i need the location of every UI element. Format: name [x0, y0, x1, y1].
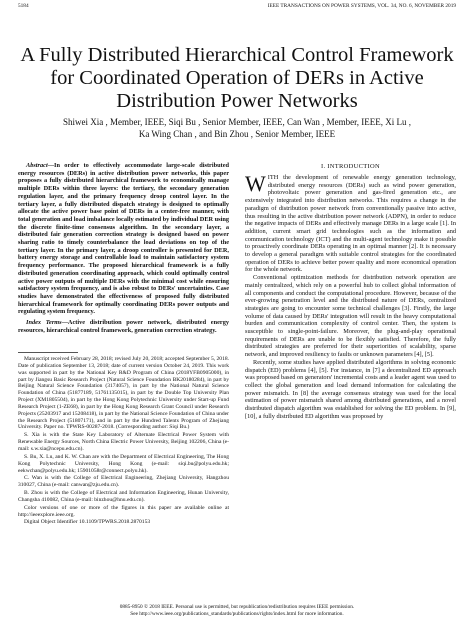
introduction: [245, 174, 456, 421]
abstract-text: —In order to effectively accommodate large-scale distributed energy resources (DERs) in active distribution power networks, this paper proposes a fully distributed hierarchical framework to economically manage multiple DERs within three layers: the tertiary, the secondary generation regulation layer, and the primary frequency droop control layer. In the tertiary layer, a fully distributed dispatch strategy is designed to optimally allocate the active power base point of DERs in a center-free manner, with total generation and load imbalance locally estimated by individual DER using the discrete finite-time consensus algorithm. In the secondary layer, a distributed fair generation correction strategy is designed based on power sharing ratio to timely counterbalance the load deviations on top of the tertiary layer. In the primary layer, a droop controller is presented for DER, battery energy storage and controllable load to maintain satisfactory system frequency performance. The proposed hierarchical framework is a fully distributed generation coordinating approach, which could optimally control active power outputs of multiple DERs with the minimal cost while ensuring satisfactory system frequency, and is also robust to DERs' uncertainties. Case studies have demonstrated the effectiveness of proposed fully distributed hierarchical framework for optimally coordinating DERs power outputs and regulating system frequency.: [18, 162, 229, 316]
paper-title: A Fully Distributed Hierarchical Control Framework for Coordinated Operation of DERs in Active Distribution Power Networks: [20, 44, 454, 112]
footnote-color: Color versions of one or more of the figures in this paper are available online at http://ieeexplore.ieee.org.: [18, 504, 229, 518]
abstract: [18, 162, 229, 316]
abstract-block: [18, 162, 229, 337]
index-terms: [18, 319, 229, 334]
intro-paragraph-1: [245, 174, 456, 274]
footnote-bu-lu-chan: S. Bu, X. Lu, and K. W. Chan are with the Department of Electrical Engineering, The Hong Kong Polytechnic University, Hong Kong (e-mail: siqi.bu@polyu.edu.hk; eekwchan@polyu.edu.hk; 15901058r@connect.polyu.hk).: [18, 453, 229, 474]
running-header: [18, 3, 456, 13]
intro-paragraph-1-text: ITH the development of renewable energy generation technology, distributed energy resources (DERs) such as wind power generation, photovoltaic power generation and gas-fired generation etc., are extensively integrated into distribution networks. This requires a change in the paradigm of distribution power network from conventionally passive into active, thus resulting in the active distribution power network (ADPN), in order to reduce the negative impacts of DERs and effectively manage DERs in a large scale [1]. In addition, current smart grid technologies such as the information and communication technology (ICT) and the multi-agent technology make it possible to proactively coordinate DERs operating in an optimal manner [2]. It is necessary to develop a general paradigm with suitable control strategies for the coordinated operation of DERs to achieve better power quality and more economical operation for the whole network.: [245, 174, 456, 274]
copyright-notice: [30, 604, 444, 617]
footnote-divider: [18, 352, 78, 353]
footnote-doi: Digital Object Identifier 10.1109/TPWRS.2018.2870153: [24, 519, 151, 526]
author-line-1-text: Shiwei Xia , Member, IEEE, Siqi Bu , Senior Member, IEEE, Can Wan , Member, IEEE, Xi Lu ,: [63, 117, 411, 127]
author-list: [20, 116, 454, 140]
footnote-wan: C. Wan is with the College of Electrical Engineering, Zhejiang University, Hangzhou 310027, China (e-mail: canwan@zju.edu.cn).: [18, 475, 229, 489]
author-line-1: [20, 116, 454, 128]
index-terms-text: —Active distribution power network, distributed energy resources, hierarchical control framework, generation correction strategy.: [18, 319, 229, 334]
copyright-line-1: 0885-8950 © 2018 IEEE. Personal use is permitted, but republication/redistribution requires IEEE permission.: [119, 604, 355, 610]
author-line-2: [20, 128, 454, 140]
journal-header: IEEE TRANSACTIONS ON POWER SYSTEMS, VOL. 34, NO. 6, NOVEMBER 2019: [267, 3, 456, 9]
drop-cap: W: [245, 174, 266, 196]
section-heading: I. INTRODUCTION: [320, 163, 381, 170]
page-number: 5184: [18, 3, 29, 9]
index-terms-lead: Index Terms: [26, 319, 62, 327]
abstract-lead: Abstract: [26, 162, 48, 169]
footnote-xia: S. Xia is with the State Key Laboratory of Alternate Electrical Power System with Renewable Energy Sources, North China Electric Power University, Beijing 102206, China (e-mail: s.w.xia@ncepu.edu.cn).: [18, 432, 229, 452]
footnote-manuscript: Manuscript received February 28, 2018; revised July 20, 2018; accepted September 5, 2018. Date of publication September 13, 2018; date of current version October 24, 2019. This work was supported in part by the National Key R&D Program of China (2018YFB0905000), in part by Jiangsu Basic Research Project (Natural Science Foundation BK20180284), in part by Beijing Natural Science Foundation (3174057), in part by the National Natural Science Foundation of China (51877189, 51761135015), in part by the Double Top University Plan Project (XM1805504), in part by the Hong Kong Polytechnic University under Start-up Fund Research Project (1-ZE68), in part by the Hong Kong Research Grant Council under Research Projects (25203917 and 15208418), in part by the National Science Foundation of China under the Research Project (51807171), and in part by the Hundred Talents Program of Zhejiang University. Paper no. TPWRS-00287-2018. (Corresponding author: Siqi Bu.): [18, 356, 229, 431]
intro-paragraph-2: Conventional optimization methods for distribution network operation are mainly centralized, which rely on a powerful hub to collect global information of all components and conduct the computational procedure. However, because of the ever-growing penetration level and the distributed nature of DERs, centralized strategies are going to encounter some technical challenges [3]. Firstly, the large volume of data caused by DERs' integration will result in the heavy computational burden and communication complexity of control center. Then, the system is susceptible to single-point-failure. Moreover, the plug-and-play operational requirements of DERs are unable to be flexibly satisfied. Therefore, the fully distributed strategies are preferred for their superiorities of scalability, sparse network, and improved resiliency to faults or unknown parameters [4], [5].: [245, 274, 456, 359]
intro-paragraph-3: Recently, some studies have applied distributed algorithms in solving economic dispatch (ED) problems [4], [5]. For instance, in [7] a decentralized ED approach was proposed based on generators' incremental costs and a leader agent was used to collect the global generation and load demand information for calculating the power mismatch. In [8] the average consensus strategy was used for the local estimation of power mismatch shared among distributed generations, and a novel distributed dispatch algorithm was established for solving the ED problem. In [9], [10], a fully distributed ED algorithm was proposed by: [245, 358, 456, 420]
footnotes: [18, 352, 229, 527]
copyright-line-2: See http://www.ieee.org/publications_standards/publications/rights/index.html for more information.: [130, 610, 344, 617]
footnote-zhou: B. Zhou is with the College of Electrical and Information Engineering, Hunan University, Changsha 410082, China (e-mail: binzhou@hnu.edu.cn).: [18, 490, 229, 503]
author-line-2-text: Ka Wing Chan , and Bin Zhou , Senior Member, IEEE: [138, 129, 336, 139]
